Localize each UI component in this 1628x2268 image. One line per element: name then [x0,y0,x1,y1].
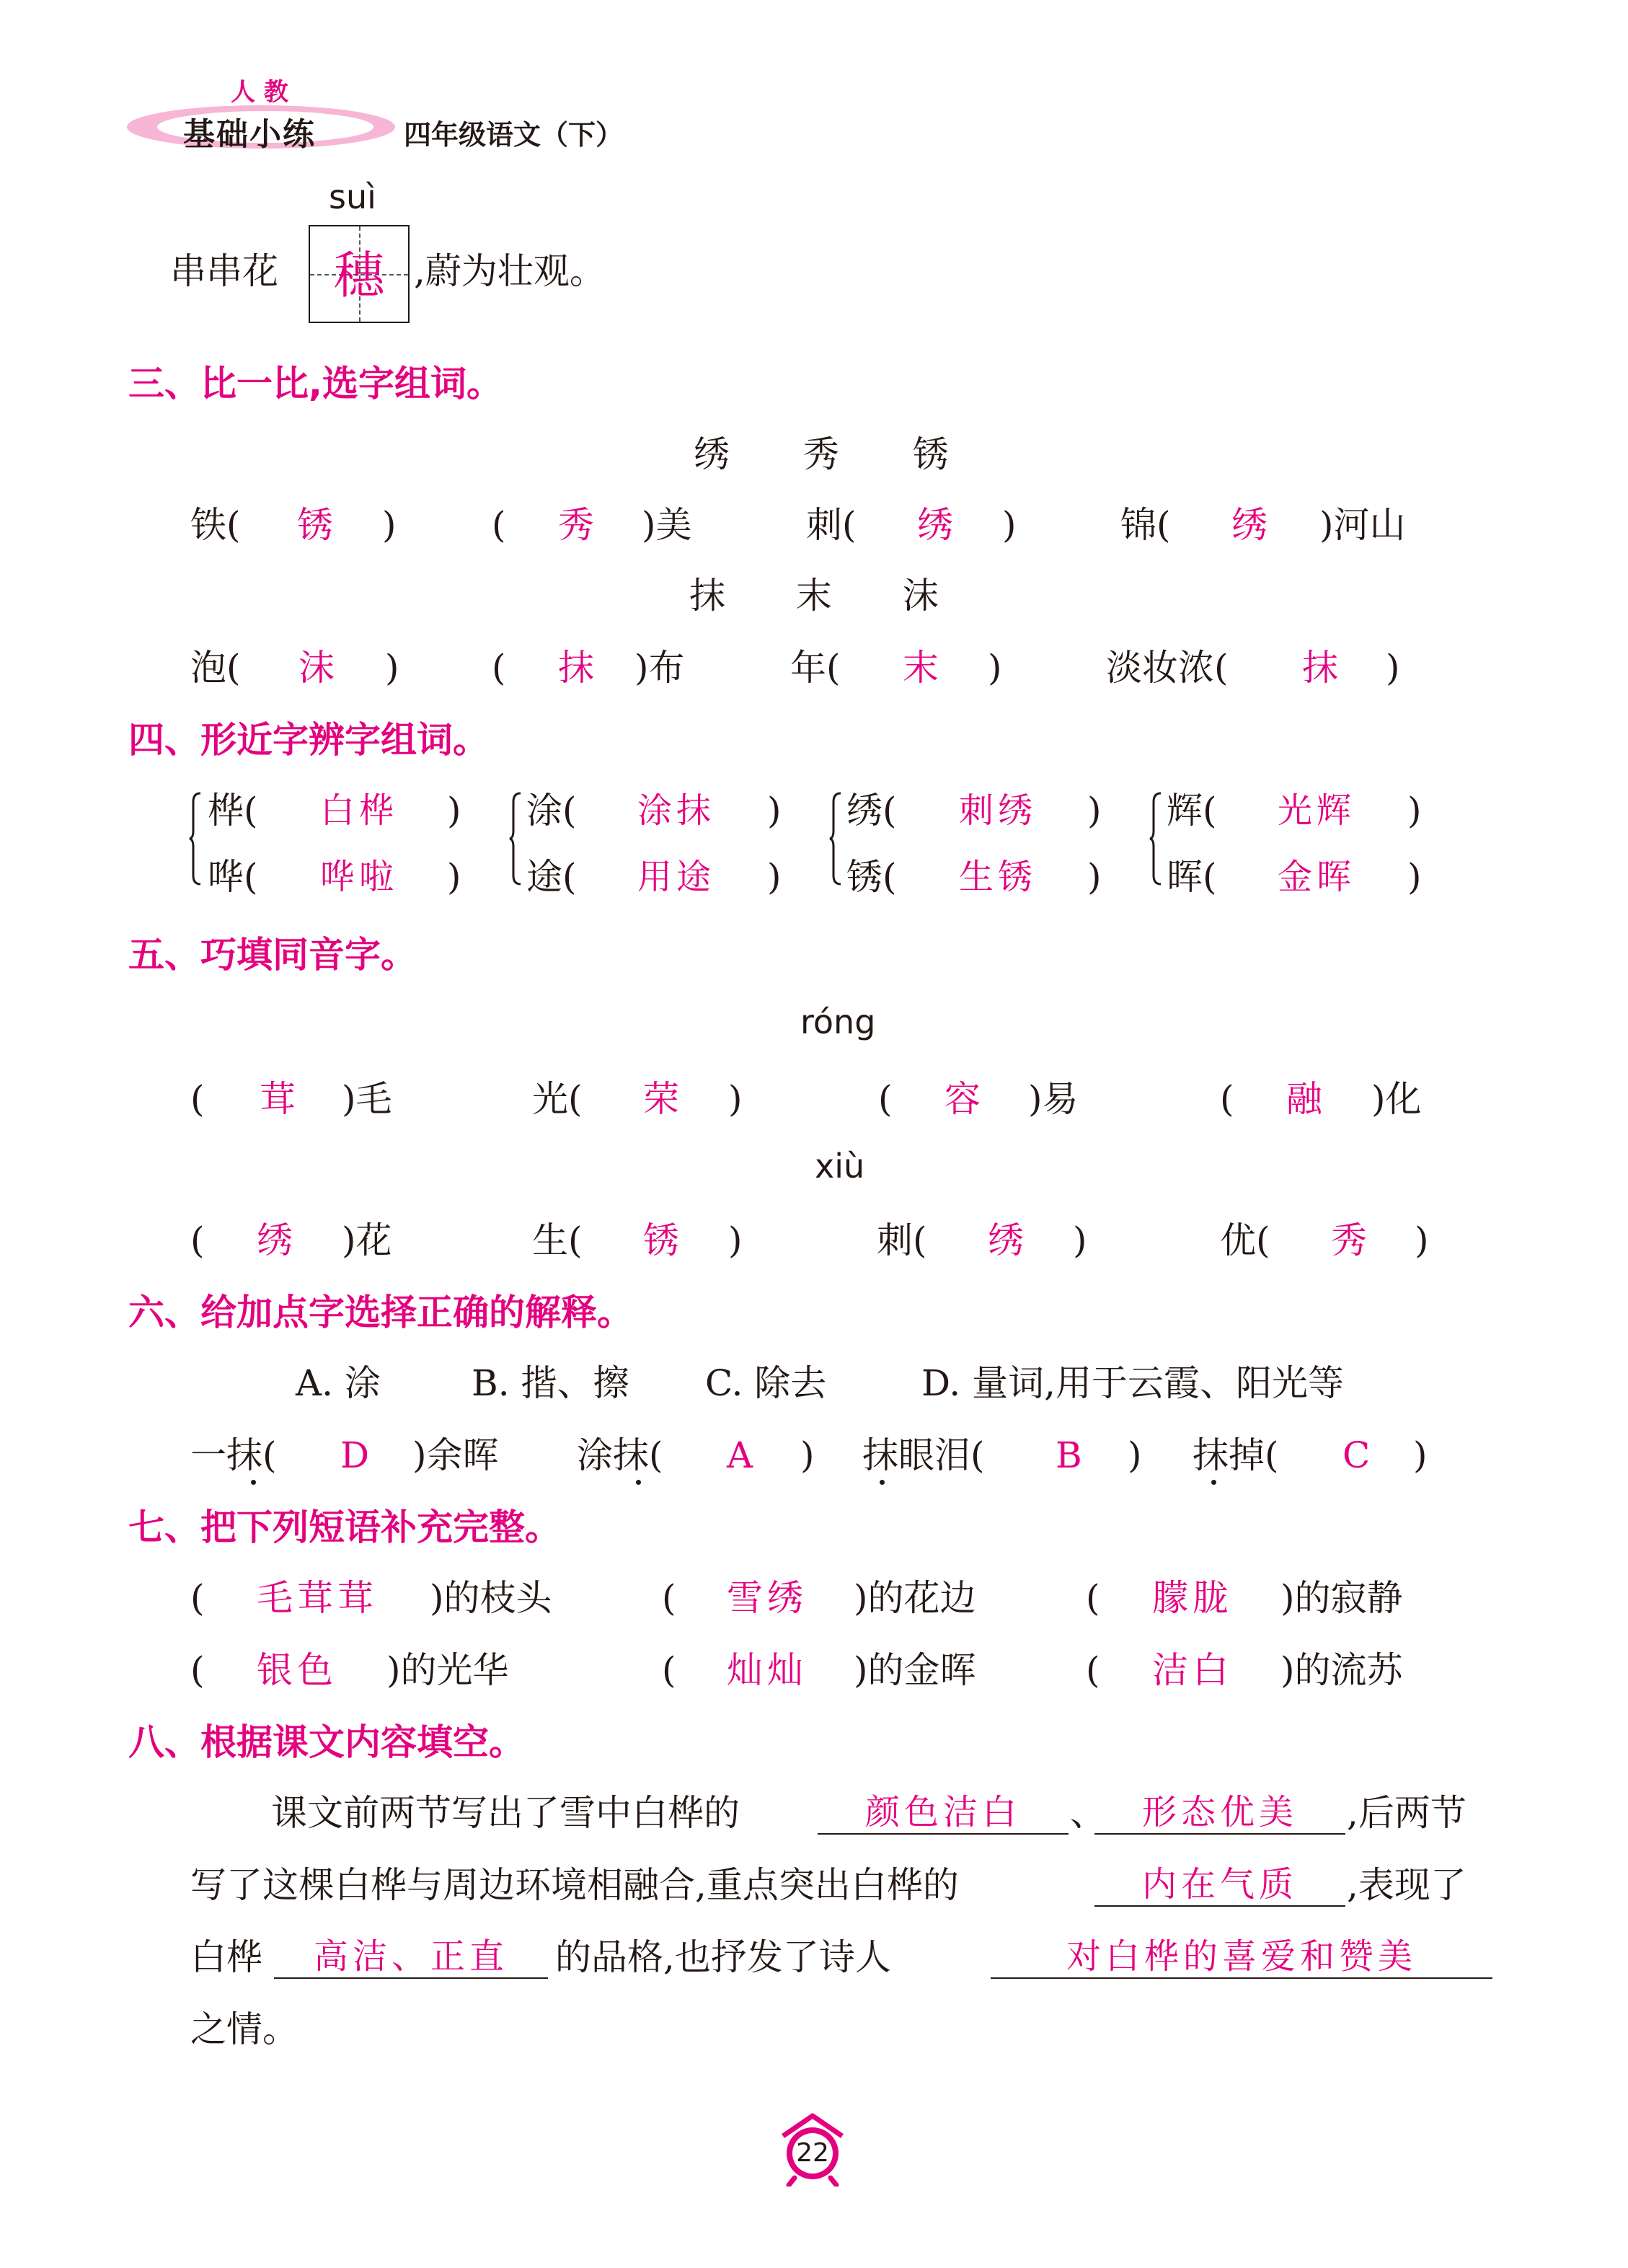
brace-icon [829,792,842,886]
char: 绣 [694,433,730,475]
pair-close: ) [447,790,461,831]
sec5-pre: 生( [532,1219,583,1261]
top-line-after: ,蔚为壮观。 [414,250,606,292]
brace-icon [1149,792,1162,886]
sec5-post: )化 [1371,1078,1422,1120]
sec8-text: 白桦 [190,1936,262,1978]
sec6-pre: 涂抹( [577,1434,663,1476]
sec5-ans: 绣 [988,1219,1028,1261]
sec7-ans: 雪绣 [727,1577,808,1619]
sec6-ans: C [1342,1434,1375,1476]
sec5-pre: 刺( [877,1219,927,1261]
pair-char: 辉( [1167,790,1217,831]
sec3-r1-pre: ( [492,504,506,546]
sec7-pre: ( [662,1649,676,1691]
pair-char: 涂( [526,790,577,831]
sec3-r1-ans: 绣 [1231,504,1272,546]
sec5-ans: 茸 [260,1078,300,1120]
pair-answer: 白桦 [320,790,399,831]
pinyin-rong: róng [800,1002,876,1041]
sec8-line1 [0,1791,1628,1835]
sec7-post: )的寂静 [1280,1577,1403,1619]
pair-close: ) [767,856,782,898]
pair-answer: 用途 [637,857,716,897]
pair-close: ) [447,856,461,898]
sec3-r2-post: ) [385,647,399,689]
section-4-title: 四、形近字辨字组词。 [128,719,489,761]
sec8-sep: 、 [1070,1792,1106,1834]
sec7-post: )的花边 [854,1577,976,1619]
sec6-pre: 抹眼泪( [862,1434,985,1476]
tianzi-grid [309,225,410,323]
header [124,69,629,156]
sec7-post: )的金晖 [854,1649,976,1691]
sec5-post: ) [1415,1219,1429,1261]
sec3-r1-pre: 铁( [190,504,241,546]
section-8-title: 八、根据课文内容填空。 [128,1721,525,1763]
pair-close: ) [1087,790,1102,831]
option-b: B. 揩、擦 [472,1362,629,1404]
sec7-ans: 灿灿 [727,1649,808,1691]
sec6-post: )余晖 [412,1434,499,1476]
pair-close: ) [1407,856,1422,898]
sec8-text: ,表现了 [1347,1864,1466,1906]
pair-char: 桦( [208,790,258,831]
brace-icon [509,792,522,886]
sec5-pre: 光( [532,1078,583,1120]
sec3-r1-pre: 刺( [806,504,857,546]
option-a: A. 涂 [296,1362,381,1404]
option-d: D. 量词,用于云霞、阳光等 [921,1362,1344,1404]
blank-feeling: 对白桦的喜爱和赞美 [991,1936,1492,1979]
pair-close: ) [767,790,782,831]
sec3-r2-pre: 淡妆浓( [1106,647,1229,689]
sec7-ans: 毛茸茸 [257,1577,378,1619]
brace-icon [189,792,202,886]
sec5-pre: ( [1220,1078,1234,1120]
sec5-pre: ( [190,1078,205,1120]
sec3-r2-post: ) [988,647,1002,689]
sec3-r2-pre: 泡( [190,647,241,689]
sec7-post: )的流苏 [1280,1649,1403,1691]
sec5-ans: 融 [1286,1078,1327,1120]
sec8-line3 [0,1936,1628,1979]
sec7-pre: ( [662,1577,676,1619]
sec5-post: )毛 [342,1078,392,1120]
emphasis-dot [1211,1480,1216,1485]
option-c: C. 除去 [705,1362,827,1404]
sec7-pre: ( [190,1577,205,1619]
pair-answer: 生锈 [959,857,1038,897]
sec3-r1-pre: 锦( [1120,504,1171,546]
pair-answer: 涂抹 [637,790,716,831]
sec3-r1-post: ) [1002,504,1017,546]
sec8-text: 的品格,也抒发了诗人 [555,1936,891,1978]
pair-char: 晖( [1167,856,1217,898]
sec6-options [0,1362,1628,1405]
sec5-ans: 容 [944,1078,985,1120]
sec3-r2-pre: ( [492,647,506,689]
section-7-title: 七、把下列短语补充完整。 [128,1506,561,1548]
sec3-r2-post: ) [1386,647,1400,689]
page-number: 22 [796,2138,829,2168]
section-6-title: 六、给加点字选择正确的解释。 [128,1292,633,1333]
sec3-row1 [0,503,1628,547]
char: 锈 [912,433,949,475]
sec5-post: )易 [1028,1078,1079,1120]
sec3-row2 [0,646,1628,689]
sec6-post: ) [1128,1434,1142,1476]
pair-char: 绣( [846,790,897,831]
pair-char: 途( [526,856,577,898]
sec7-ans: 朦胧 [1152,1577,1233,1619]
pinyin-xiu: xiù [815,1147,865,1186]
sec3-r2-post: )布 [634,647,685,689]
series-name: 基础小练 [183,116,316,153]
sec6-ans: A [727,1434,758,1476]
sec7-row1 [0,1576,1628,1620]
sec5-row1 [0,1077,1628,1121]
emphasis-dot [880,1480,885,1485]
blank-color: 颜色洁白 [818,1791,1069,1835]
sec5-pre: ( [878,1078,893,1120]
sec5-post: ) [728,1078,743,1120]
pinyin-sui: suì [329,177,376,216]
sec7-ans: 银色 [257,1649,337,1691]
sec3-group1-chars [694,433,949,476]
sec5-ans: 秀 [1331,1219,1371,1261]
blank-character: 高洁、正直 [274,1936,548,1979]
sec3-r2-ans: 抹 [1302,647,1342,689]
section-5-title: 五、巧填同音字。 [128,934,417,976]
sec5-ans: 绣 [257,1219,297,1261]
sec8-text: ,后两节 [1347,1792,1466,1834]
sec7-pre: ( [190,1649,205,1691]
sec8-line2 [0,1863,1628,1907]
sec5-post: )花 [342,1219,392,1261]
pair-close: ) [1087,856,1102,898]
sec3-r2-ans: 沫 [298,647,339,689]
char: 末 [795,575,832,617]
sec6-items [0,1434,1628,1477]
sec7-row2 [0,1649,1628,1692]
sec3-r1-ans: 绣 [917,504,957,546]
section-3-title: 三、比一比,选字组词。 [128,363,503,405]
page-number-badge [773,2112,852,2187]
sec3-r1-post: ) [382,504,397,546]
sec7-ans: 洁白 [1152,1649,1233,1691]
emphasis-dot [636,1480,641,1485]
grid-answer: 穗 [334,246,384,305]
sec3-r2-ans: 抹 [558,647,598,689]
sec8-text: 之情。 [190,2008,298,2050]
sec6-post: ) [800,1434,815,1476]
series-top: 人 教 [231,78,288,107]
top-line-before: 串串花 [170,250,278,292]
sec5-pre: 优( [1220,1219,1270,1261]
pair-answer: 哗啦 [320,857,399,897]
blank-form: 形态优美 [1094,1791,1345,1835]
sec7-pre: ( [1086,1577,1100,1619]
sec5-ans: 锈 [643,1219,684,1261]
book-title: 四年级语文（下） [404,119,624,151]
pair-char: 锈( [846,856,897,898]
char: 沫 [902,575,939,617]
blank-quality: 内在气质 [1094,1863,1345,1907]
sec3-r1-ans: 锈 [297,504,337,546]
sec5-row2 [0,1219,1628,1262]
sec3-group2-chars [689,574,939,617]
sec6-ans: B [1056,1434,1087,1476]
sec3-r1-ans: 秀 [558,504,598,546]
sec7-post: )的光华 [386,1649,509,1691]
sec8-text: 写了这棵白桦与周边环境相融合,重点突出白桦的 [190,1864,959,1906]
sec5-post: ) [1073,1219,1087,1261]
sec8-text: 课文前两节写出了雪中白桦的 [271,1792,740,1834]
sec3-r2-pre: 年( [790,647,841,689]
pair-answer: 光辉 [1278,790,1356,831]
pair-char: 哗( [208,856,258,898]
sec3-r1-post: )美 [642,504,692,546]
sec3-r1-post: )河山 [1319,504,1406,546]
sec5-post: ) [728,1219,743,1261]
sec6-pre: 抹掉( [1193,1434,1279,1476]
sec5-ans: 荣 [643,1078,684,1120]
sec6-post: ) [1413,1434,1428,1476]
pair-answer: 金晖 [1278,857,1356,897]
sec3-r2-ans: 末 [903,647,943,689]
char: 秀 [802,433,839,475]
sec6-pre: 一抹( [190,1434,277,1476]
pair-close: ) [1407,790,1422,831]
pair-answer: 刺绣 [959,790,1038,831]
sec7-pre: ( [1086,1649,1100,1691]
sec7-post: )的枝头 [430,1577,552,1619]
sec5-pre: ( [190,1219,205,1261]
sec6-ans: D [340,1434,374,1476]
emphasis-dot [251,1480,256,1485]
char: 抹 [689,575,725,617]
sec4-pairs [0,786,1628,901]
